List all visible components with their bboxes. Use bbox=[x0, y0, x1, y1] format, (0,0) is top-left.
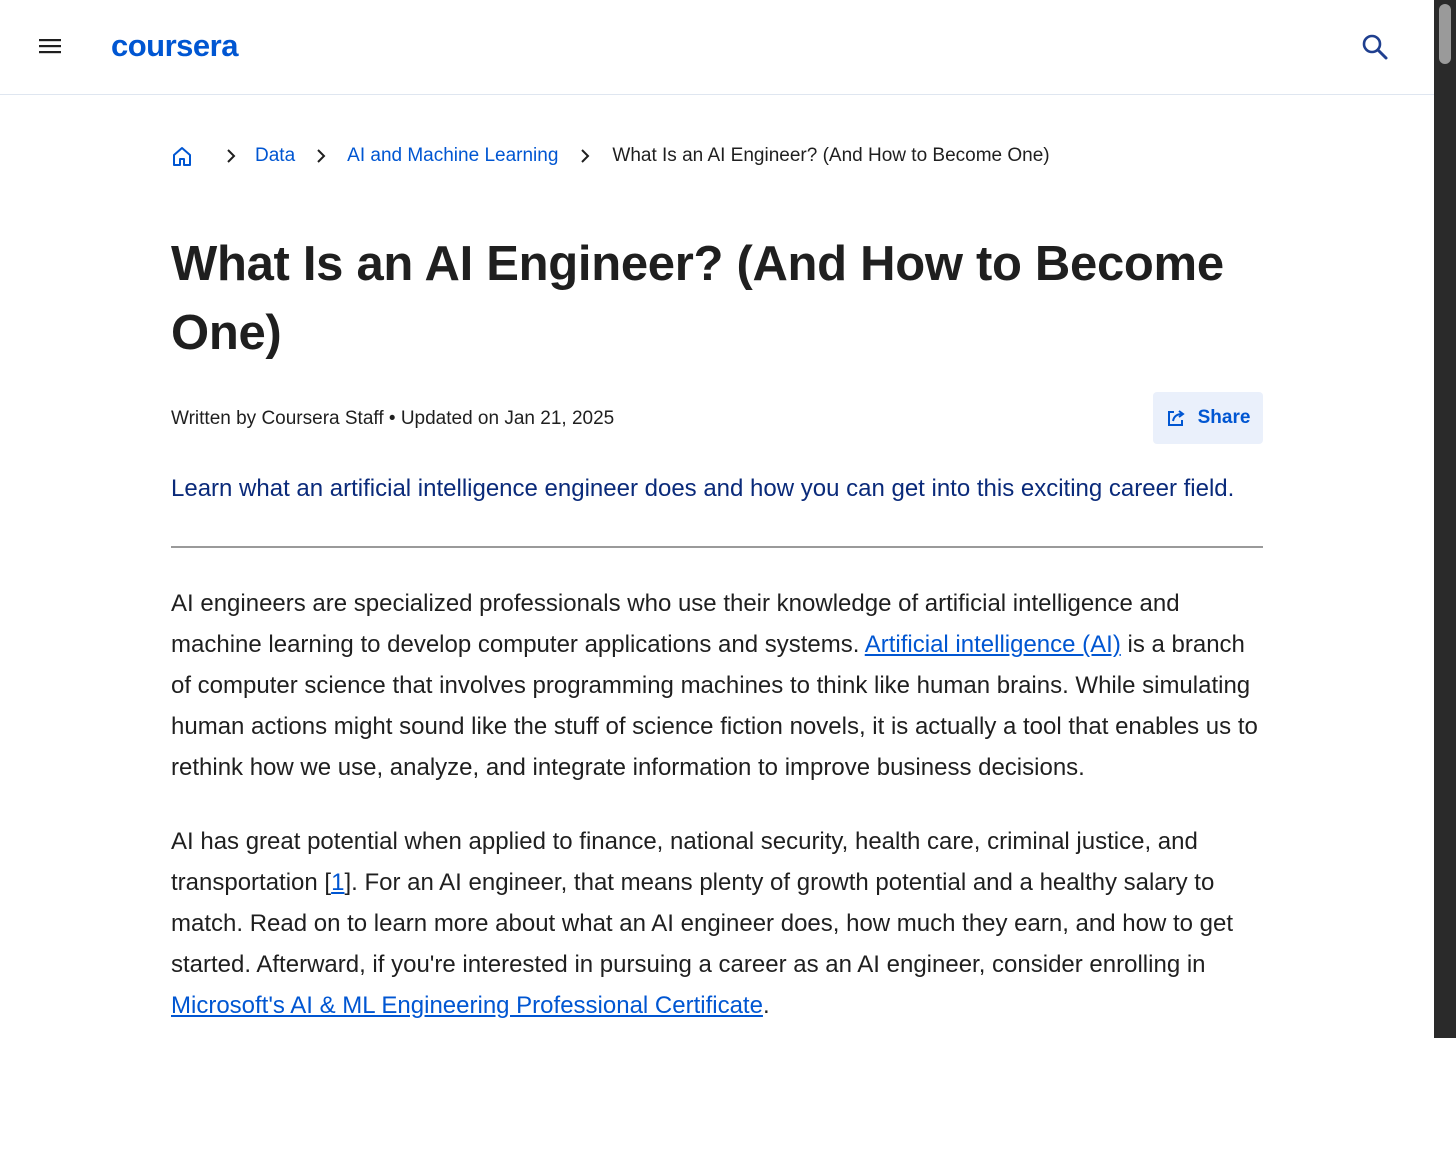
breadcrumb-current: What Is an AI Engineer? (And How to Become One) bbox=[612, 145, 1050, 166]
breadcrumb bbox=[171, 140, 1050, 172]
article-lede: Learn what an artificial intelligence engineer does and how you can get into this exciting career field. bbox=[171, 475, 1235, 502]
home-icon bbox=[171, 145, 193, 167]
paragraph-text: AI engineers are specialized professionals who use their knowledge of artificial intelligence and machine learning to develop computer applications and systems. bbox=[171, 590, 1180, 658]
top-nav bbox=[0, 0, 1434, 95]
paragraph-text: ]. For an AI engineer, that means plenty of growth potential and a healthy salary to match. Read on to learn more about what an AI engineer does, how much they earn, and how to get started. Afterward, if you're interested in pursuing a career as an AI engineer, consider enrolling in bbox=[171, 869, 1233, 978]
chevron-right-icon bbox=[558, 148, 612, 164]
share-label: Share bbox=[1197, 407, 1251, 428]
breadcrumb-item-ai-ml[interactable]: AI and Machine Learning bbox=[347, 145, 559, 166]
scrollbar-thumb[interactable] bbox=[1439, 4, 1451, 64]
paragraph-text: is a branch of computer science that involves programming machines to think like human brains. While simulating human actions might sound like the stuff of science fiction novels, it is actually a tool that enables us to rethink how we use, analyze, and integrate information to improve business decisions. bbox=[171, 631, 1258, 781]
article-paragraph bbox=[171, 583, 1269, 788]
certificate-link[interactable]: Microsoft's AI & ML Engineering Professional Certificate bbox=[171, 992, 763, 1019]
divider bbox=[171, 546, 1263, 548]
article-paragraph bbox=[171, 821, 1269, 1026]
search-icon bbox=[1361, 33, 1389, 61]
search-button[interactable] bbox=[1352, 24, 1398, 70]
artificial-intelligence-link[interactable]: Artificial intelligence (AI) bbox=[864, 631, 1121, 658]
reference-link[interactable]: 1 bbox=[331, 869, 345, 896]
breadcrumb-home[interactable] bbox=[171, 140, 201, 172]
menu-button[interactable] bbox=[28, 24, 72, 68]
menu-icon bbox=[39, 38, 61, 54]
scrollbar-background bbox=[1434, 0, 1456, 1038]
share-button[interactable] bbox=[1153, 392, 1263, 444]
breadcrumb-item-data[interactable]: Data bbox=[255, 145, 296, 166]
paragraph-text: . bbox=[762, 992, 770, 1019]
chevron-right-icon bbox=[295, 148, 347, 164]
page-title: What Is an AI Engineer? (And How to Become One) bbox=[171, 237, 1224, 360]
chevron-right-icon bbox=[207, 148, 255, 164]
article-byline: Written by Coursera Staff • Updated on Jan 21, 2025 bbox=[171, 408, 615, 429]
coursera-logo[interactable]: coursera bbox=[111, 28, 238, 63]
share-icon bbox=[1166, 408, 1186, 428]
paragraph-text: AI has great potential when applied to finance, national security, health care, criminal justice, and transportation [ bbox=[171, 828, 1198, 896]
